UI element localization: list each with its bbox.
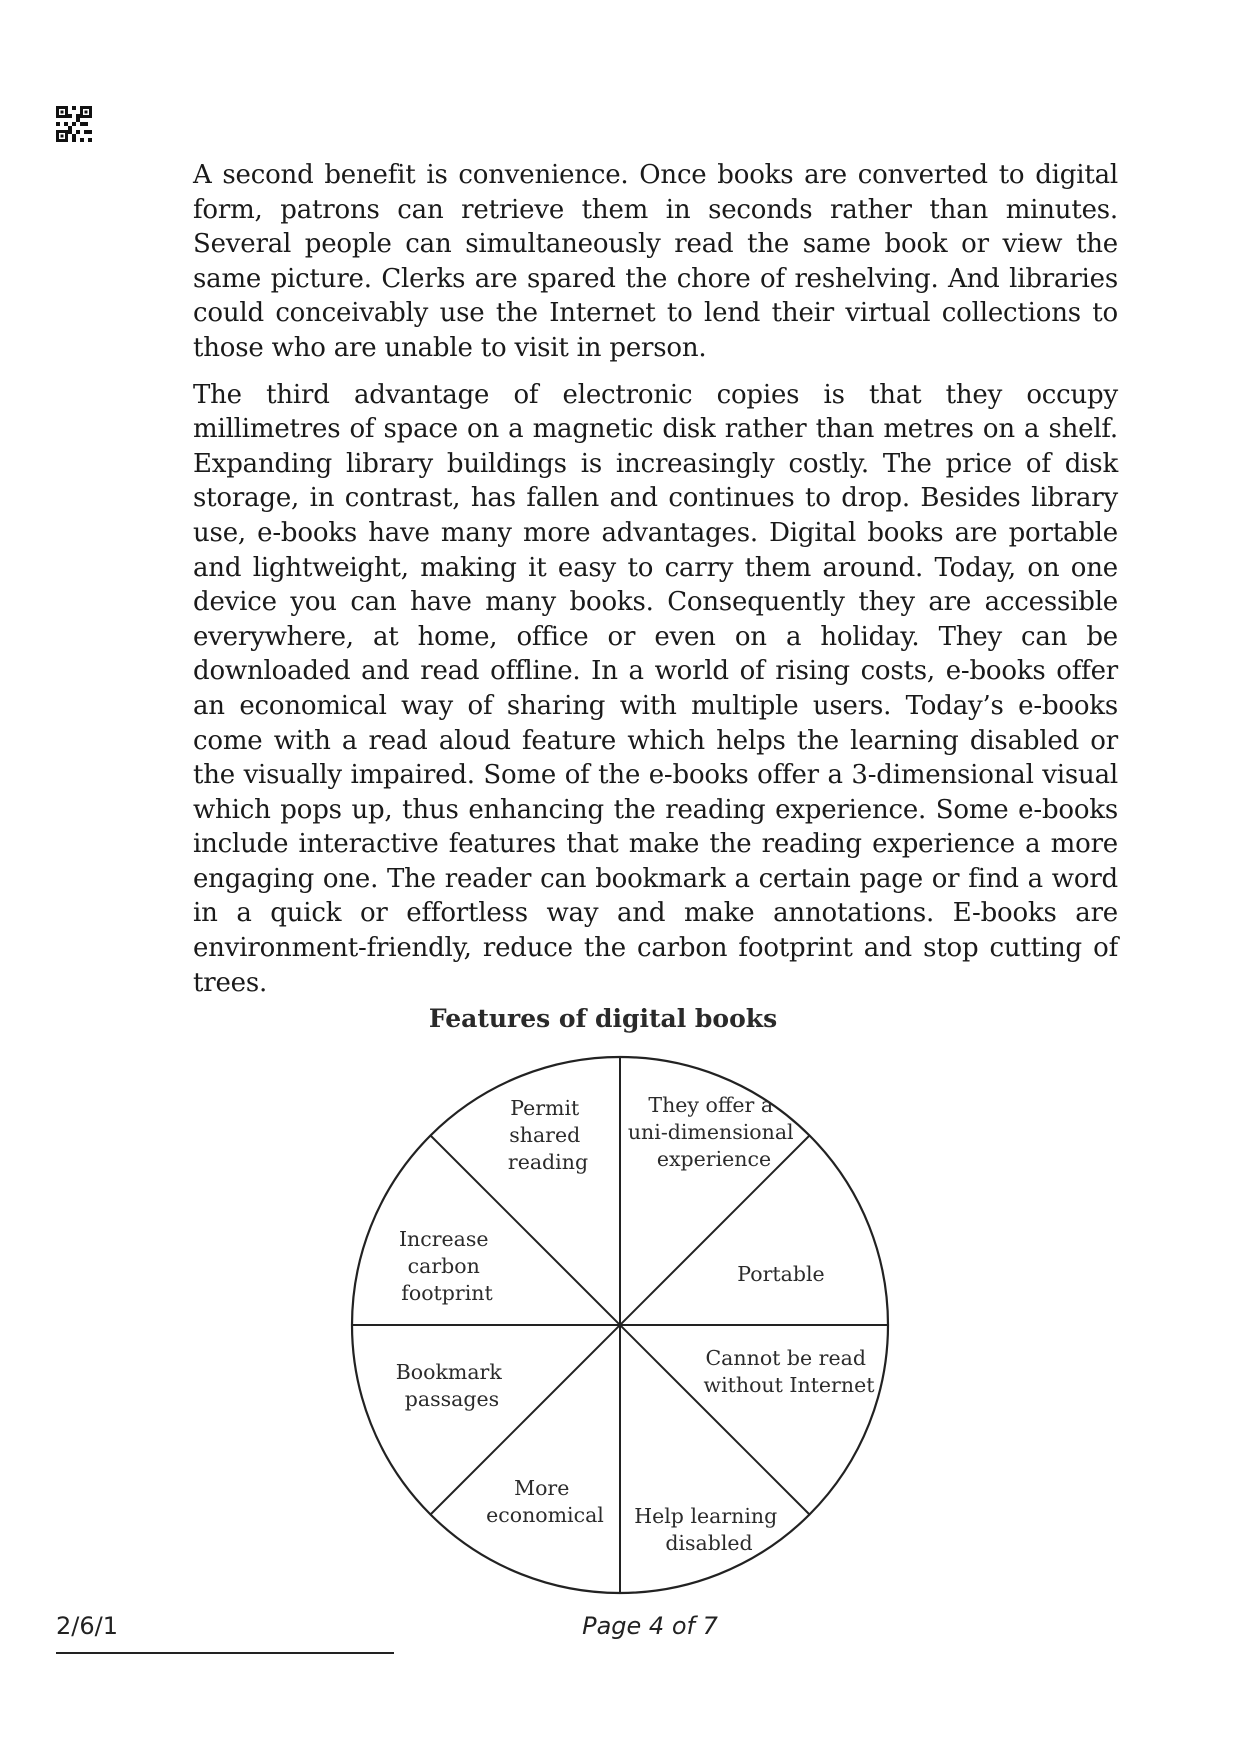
qr-code-icon [56, 106, 92, 142]
segment-label-carbon-footprint: Increase carbon footprint [398, 1227, 493, 1305]
segment-label-help-learning-disabled: Help learning disabled [634, 1504, 778, 1555]
page-number: Page 4 of 7 [582, 1612, 718, 1640]
segment-label-cannot-read-offline: Cannot be read without Internet [703, 1346, 875, 1397]
segment-label-more-economical: More economical [486, 1476, 604, 1527]
document-code: 2/6/1 [56, 1612, 118, 1640]
features-wheel-diagram [350, 1055, 890, 1595]
body-text [193, 158, 1118, 1012]
paragraph-convenience: A second benefit is convenience. Once books are converted to digital form, patrons can retrieve them in seconds rather than minutes. Several people can simultaneously read the same book or view the same picture. Clerks are spared the chore of reshelving. And libraries could conceivably use the Internet to lend their virtual collections to those who are unable to visit in person. [193, 160, 1118, 363]
figure-title: Features of digital books [428, 1004, 778, 1033]
paragraph-third-advantage: The third advantage of electronic copies is that they occupy millimetres of space on a magnetic disk rather than metres on a shelf. Expanding library buildings is increasingly costly. The price of disk storage, in contrast, has fallen and continues to drop. Besides library use, e-books have many more advantages. Digital books are portable and lightweight, making it easy to carry them around. Today, on one device you can have many books. Consequently they are accessible everywhere, at home, office or even on a holiday. They can be downloaded and read offline. In a world of rising costs, e-books offer an economical way of sharing with multiple users. Today’s e-books come with a read aloud feature which helps the learning disabled or the visually impaired. Some of the e-books offer a 3-dimensional visual which pops up, thus enhancing the reading experience. Some e-books include interactive features that make the reading experience a more engaging one. The reader can bookmark a certain page or find a word in a quick or effortless way and make annotations. E-books are environment-friendly, reduce the carbon footprint and stop cutting of trees. [193, 379, 1118, 998]
footer-divider [56, 1652, 394, 1654]
segment-label-bookmark-passages: Bookmark passages [395, 1360, 502, 1411]
segment-label-uni-dimensional: They offer a uni-dimensional experience [627, 1093, 794, 1171]
segment-label-shared-reading: Permit shared reading [507, 1096, 589, 1174]
segment-label-portable: Portable [737, 1262, 825, 1286]
